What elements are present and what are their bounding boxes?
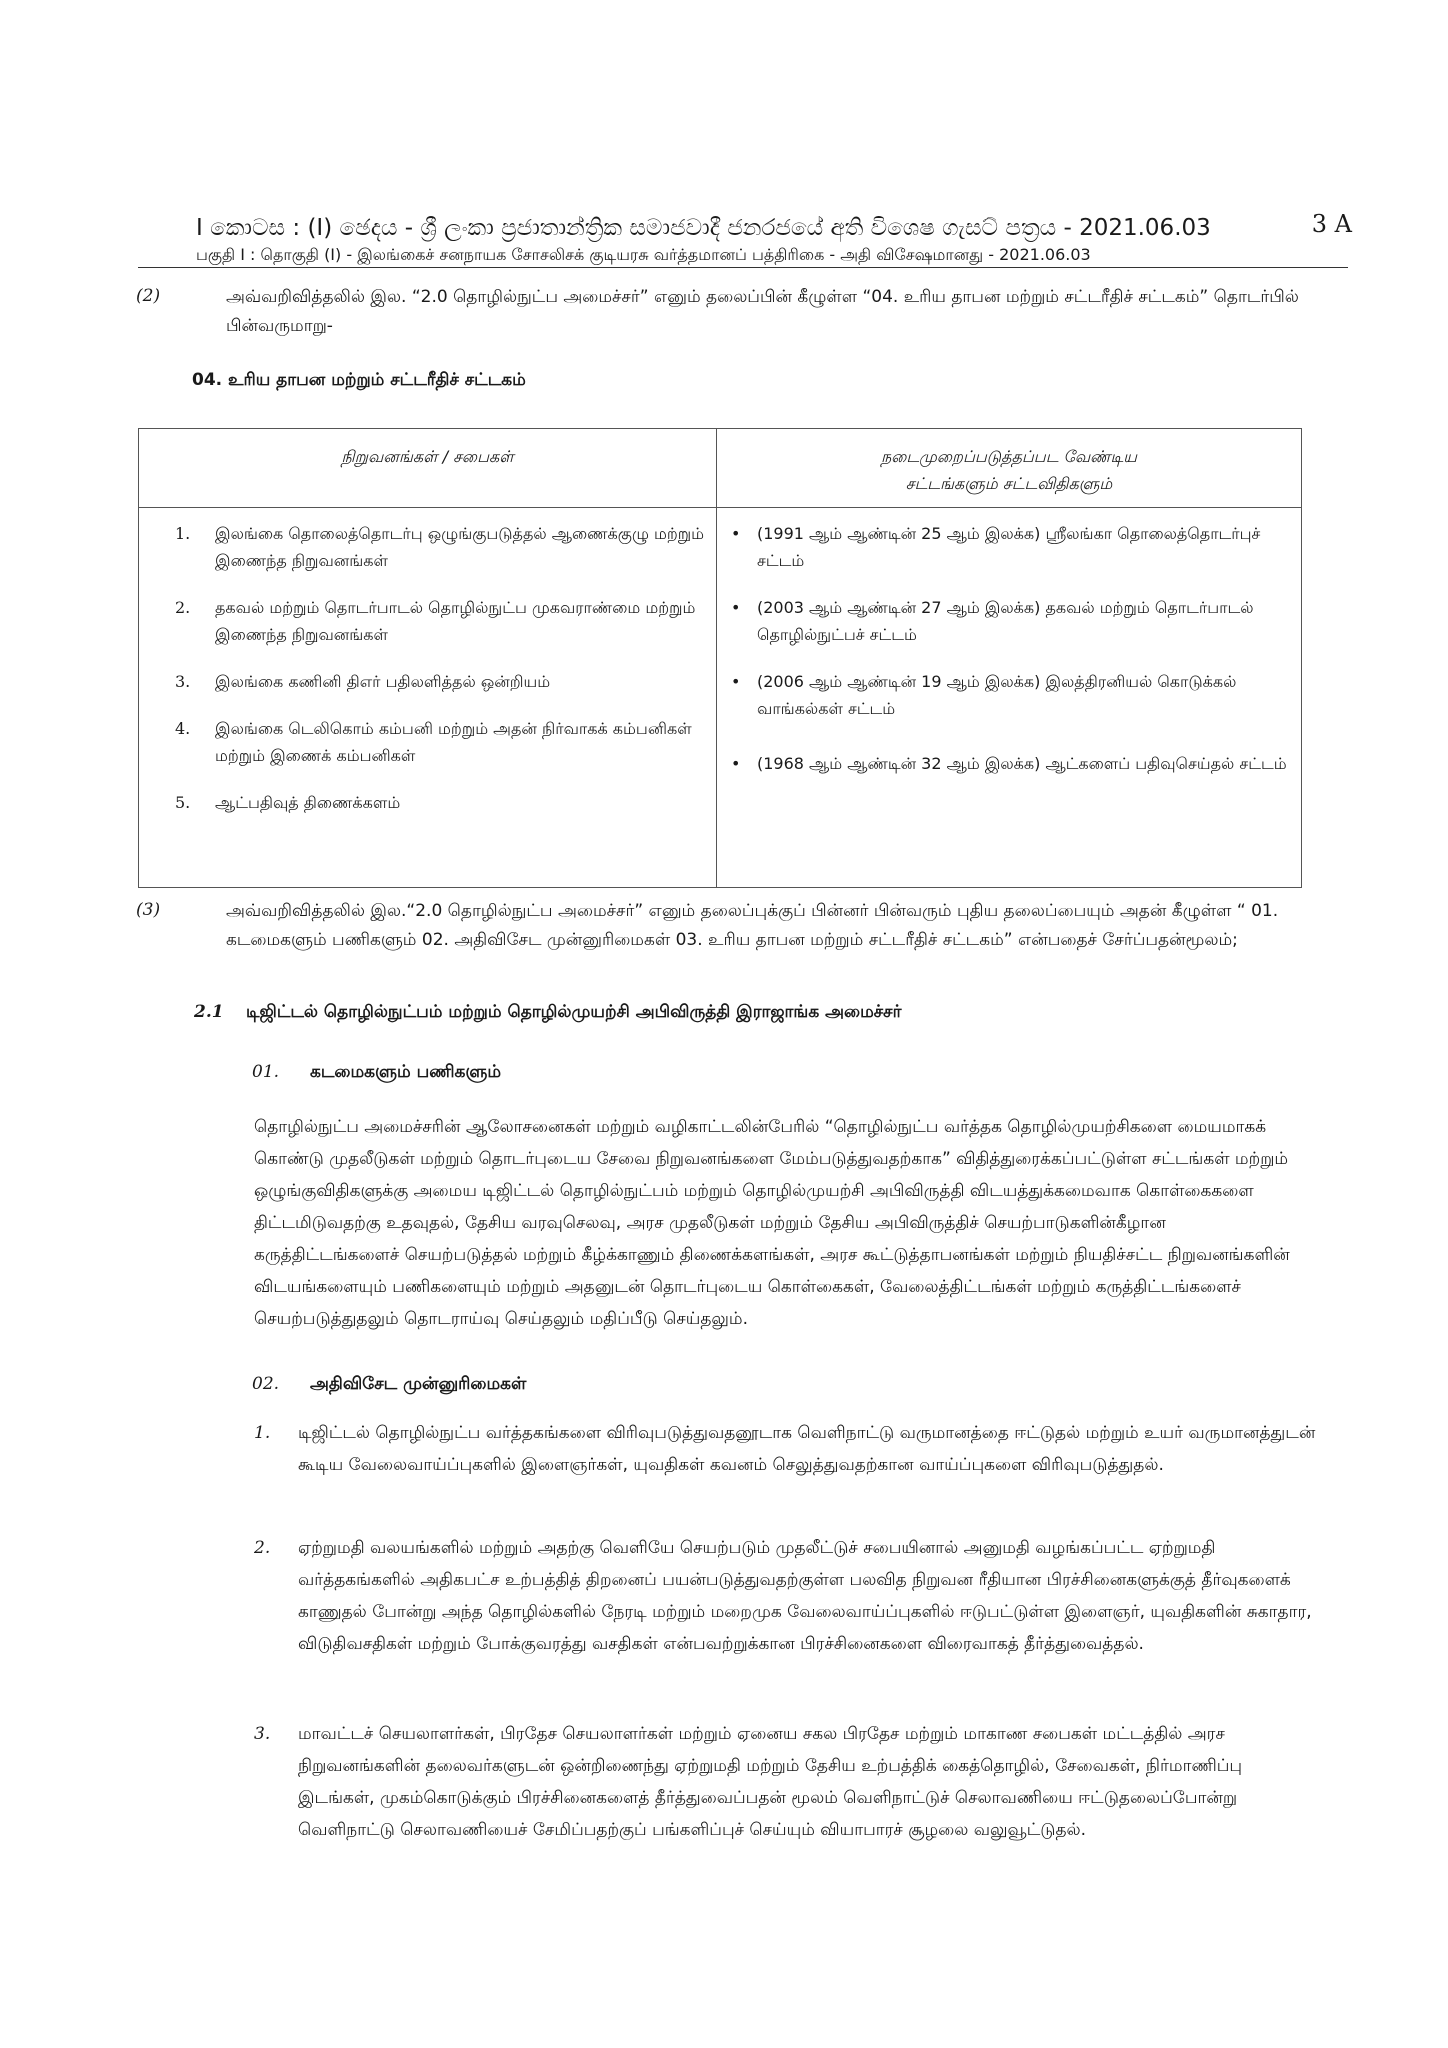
page-number: 3 A — [1311, 210, 1352, 238]
priority-item-3: 3. மாவட்டச் செயலாளர்கள், பிரதேச செயலாளர்கள் மற்றும் ஏனைய சகல பிரதேச மற்றும் மாகாண சபைகள் மட்டத்தில் அரச நிறுவனங்களின் தலைவர்களுடன் ஒன்றிணைந்து ஏற்றுமதி மற்றும் தேசிய உற்பத்திக் கைத்தொழில், சேவைகள், நிர்மாணிப்பு இடங்கள், முகம்கொடுக்கும் பிரச்சினைகளைத் தீர்த்துவைப்பதன் மூலம் வெளிநாட்டுச் செலாவணியை ஈட்டுதலைப்போன்று வெளிநாட்டு செலாவணியைச் சேமிப்பதற்குப் பங்களிப்புச் செய்யும் வியாபாரச் சூழலை வலுவூட்டுதல். — [254, 1724, 1243, 1840]
gazette-header-tamil: பகுதி I : தொகுதி (I) - இலங்கைச் சனநாயக சோசலிசக் குடியரசு வர்த்தமானப் பத்திரிகை - அதி விசேஷமானது - 2021.06.03 — [196, 245, 1091, 264]
laws-cell — [717, 508, 1302, 888]
ministry-number: 2.1 — [194, 1002, 224, 1022]
list-item: 1. இலங்கை தொலைத்தொடர்பு ஒழுங்குபடுத்தல் ஆணைக்குழு மற்றும் இணைந்த நிறுவனங்கள் — [175, 524, 705, 570]
header-divider — [138, 267, 1348, 268]
section-2-number: (2) — [136, 286, 161, 306]
section-3-number: (3) — [136, 900, 161, 920]
priority-item-2: 2. ஏற்றுமதி வலயங்களில் மற்றும் அதற்கு வெளியே செயற்படும் முதலீட்டுச் சபையினால் அனுமதி வழங்கப்பட்ட ஏற்றுமதி வர்த்தகங்களில் அதிகபட்ச உற்பத்தித் திறனைப் பயன்படுத்துவதற்குள்ள பலவித நிறுவன ரீதியான பிரச்சினைகளுக்குத் தீர்வுகளைக் காணுதல் போன்று அந்த தொழில்களில் நேரடி மற்றும் மறைமுக வேலைவாய்ப்புகளில் ஈடுபட்டுள்ள இளைஞர், யுவதிகளின் சுகாதார, விடுதிவசதிகள் மற்றும் போக்குவரத்து வசதிகள் என்பவற்றுக்கான பிரச்சினைகளை விரைவாகத் தீர்த்துவைத்தல். — [254, 1538, 1312, 1654]
ministry-title: டிஜிட்டல் தொழில்நுட்பம் மற்றும் தொழில்முயற்சி அபிவிருத்தி இராஜாங்க அமைச்சர் — [246, 1002, 902, 1022]
duties-number: 01. — [252, 1062, 280, 1082]
table-header-row — [139, 429, 1302, 508]
list-item: 2. தகவல் மற்றும் தொடர்பாடல் தொழில்நுட்ப முகவராண்மை மற்றும் இணைந்த நிறுவனங்கள் — [175, 598, 696, 644]
section-2-subheading: 04. உரிய தாபன மற்றும் சட்டரீதிச் சட்டகம் — [192, 370, 526, 390]
institutions-laws-table — [138, 428, 1302, 888]
list-item: • (2006 ஆம் ஆண்டின் 19 ஆம் இலக்க) இலத்திரனியல் கொடுக்கல் வாங்கல்கள் சட்டம் — [731, 672, 1237, 718]
section-3-text: அவ்வறிவித்தலில் இல.“2.0 தொழில்நுட்ப அமைச்சர்” எனும் தலைப்புக்குப் பின்னர் பின்வரும் புதிய தலைப்பையும் அதன் கீழுள்ள “ 01. கடமைகளும் பணிகளும் 02. அதிவிசேட முன்னுரிமைகள் 03. உரிய தாபன மற்றும் சட்டரீதிச் சட்டகம்” என்பதைச் சேர்ப்பதன்மூலம்; — [226, 901, 1279, 950]
priorities-number: 02. — [252, 1374, 280, 1394]
table-body-row — [139, 508, 1302, 888]
priority-item-1: 1. டிஜிட்டல் தொழில்நுட்ப வர்த்தகங்களை விரிவுபடுத்துவதனூடாக வெளிநாட்டு வருமானத்தை ஈட்டுதல் மற்றும் உயர் வருமானத்துடன் கூடிய வேலைவாய்ப்புகளில் இளைஞர்கள், யுவதிகள் கவனம் செலுத்துவதற்கான வாய்ப்புகளை விரிவுபடுத்துதல். — [254, 1423, 1316, 1475]
gazette-header-sinhala: I කොටස : (I) ඡෙදය - ශ්‍රී ලංකා ප්‍රජාතාන්ත්‍රික සමාජවාදී ජනරජයේ අති විශෙෂ ගැසට් පත්‍රය - 2021.06.03 — [196, 215, 1211, 241]
list-item: • (2003 ஆம் ஆண்டின் 27 ஆம் இலக்க) தகவல் மற்றும் தொடர்பாடல் தொழில்நுட்பச் சட்டம் — [731, 598, 1254, 644]
duties-text: தொழில்நுட்ப அமைச்சரின் ஆலோசனைகள் மற்றும் வழிகாட்டலின்பேரில் “தொழில்நுட்ப வர்த்தக தொழில்முயற்சிகளை மையமாகக் கொண்டு முதலீடுகள் மற்றும் தொடர்புடைய சேவை நிறுவனங்களை மேம்படுத்துவதற்காக” விதித்துரைக்கப்பட்டுள்ள சட்டங்கள் மற்றும் ஒழுங்குவிதிகளுக்கு அமைய டிஜிட்டல் தொழில்நுட்பம் மற்றும் தொழில்முயற்சி அபிவிருத்தி விடயத்துக்கமைவாக கொள்கைகளை திட்டமிடுவதற்கு உதவுதல், தேசிய வரவுசெலவு, அரச முதலீடுகள் மற்றும் தேசிய அபிவிருத்திச் செயற்பாடுகளின்கீழான கருத்திட்டங்களைச் செயற்படுத்தல் மற்றும் கீழ்க்காணும் திணைக்களங்கள், அரச கூட்டுத்தாபனங்கள் மற்றும் நியதிச்சட்ட நிறுவனங்களின் விடயங்களையும் பணிகளையும் மற்றும் அதனுடன் தொடர்புடைய கொள்கைகள், வேலைத்திட்டங்கள் மற்றும் கருத்திட்டங்களைச் செயற்படுத்துதலும் தொடராய்வு செய்தலும் மதிப்பீடு செய்தலும். — [254, 1117, 1290, 1329]
table-header-laws: நடைமுறைப்படுத்தப்பட வேண்டிய சட்டங்களும் சட்டவிதிகளும் — [717, 429, 1302, 508]
list-item: 4. இலங்கை டெலிகொம் கம்பனி மற்றும் அதன் நிர்வாகக் கம்பனிகள் மற்றும் இணைக் கம்பனிகள் — [175, 719, 692, 765]
list-item: • (1991 ஆம் ஆண்டின் 25 ஆம் இலக்க) ஸ்ரீலங்கா தொலைத்தொடர்புச் சட்டம் — [731, 524, 1261, 570]
priorities-title: அதிவிசேட முன்னுரிமைகள் — [310, 1374, 527, 1394]
duties-title: கடமைகளும் பணிகளும் — [310, 1062, 501, 1082]
list-item: 3. இலங்கை கணினி திஎர் பதிலளித்தல் ஒன்றியம் — [175, 672, 551, 691]
institutions-cell — [139, 508, 717, 888]
section-2-text: அவ்வறிவித்தலில் இல. “2.0 தொழில்நுட்ப அமைச்சர்” எனும் தலைப்பின் கீழுள்ள “04. உரிய தாபன மற்றும் சட்டரீதிச் சட்டகம்” தொடர்பில் பின்வருமாறு- — [226, 287, 1299, 336]
list-item: 5. ஆட்பதிவுத் திணைக்களம் — [175, 793, 401, 812]
table-header-institutions: நிறுவனங்கள் / சபைகள் — [139, 429, 717, 508]
list-item: • (1968 ஆம் ஆண்டின் 32 ஆம் இலக்க) ஆட்களைப் பதிவுசெய்தல் சட்டம் — [731, 754, 1287, 773]
